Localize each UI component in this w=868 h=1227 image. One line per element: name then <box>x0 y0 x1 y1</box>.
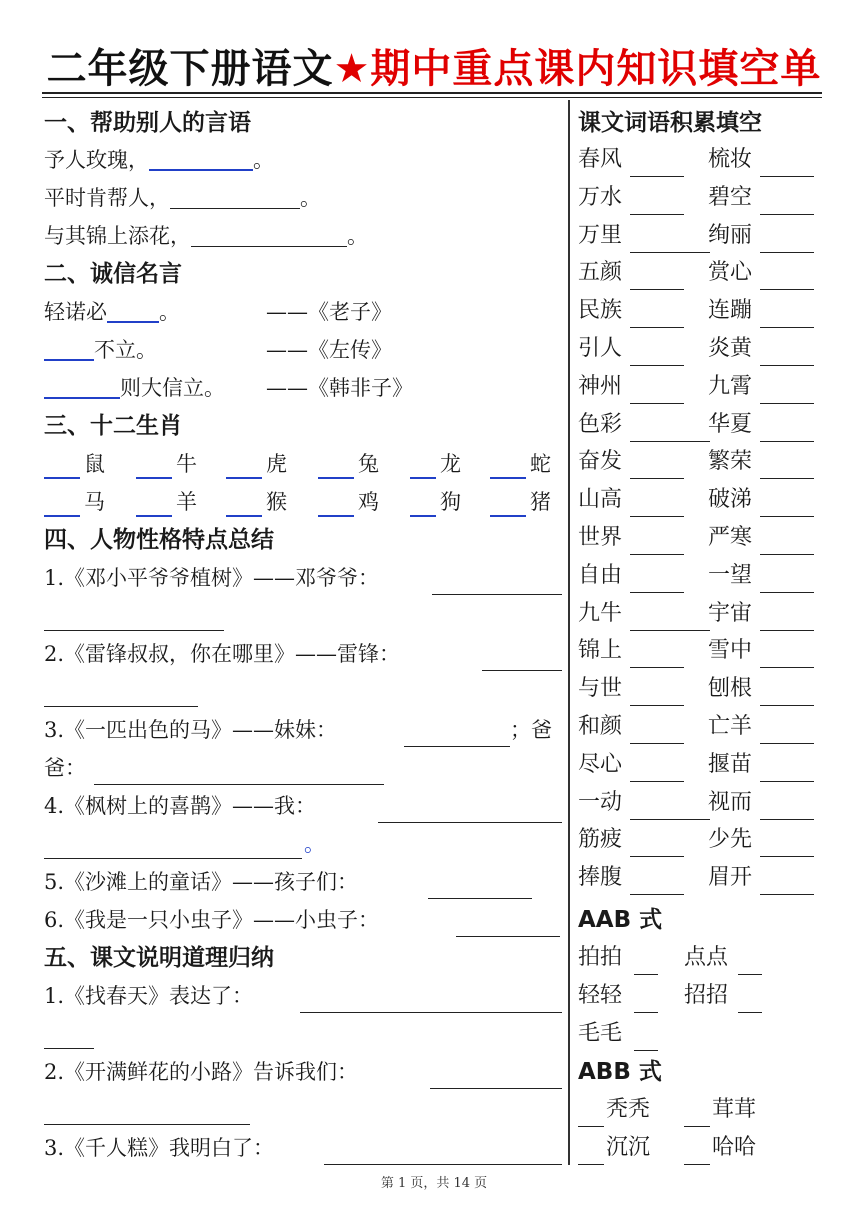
fill-blank[interactable] <box>684 1142 710 1165</box>
trait-item-4-end: 。 <box>304 832 325 856</box>
fill-blank[interactable] <box>630 494 684 517</box>
zodiac-animal: 蛇 <box>530 452 551 476</box>
vocab-word: 视而 <box>708 789 753 815</box>
aab-heading: AAB 式 <box>578 907 663 933</box>
fill-blank[interactable] <box>456 914 560 937</box>
zodiac-row-2 <box>0 485 568 519</box>
fill-blank[interactable] <box>760 834 814 857</box>
fill-blank[interactable] <box>760 343 814 366</box>
line-2-2 <box>44 333 157 367</box>
fill-blank[interactable] <box>44 375 120 399</box>
vocab-word: 万里 <box>578 222 623 248</box>
fill-blank[interactable] <box>760 305 814 328</box>
vocab-word: 世界 <box>578 525 623 550</box>
vocab-word: 春风 <box>578 147 623 172</box>
vocab-word: 和颜 <box>578 714 623 739</box>
fill-blank[interactable] <box>630 267 684 290</box>
zodiac-blank[interactable] <box>490 493 526 517</box>
fill-blank[interactable] <box>630 230 710 253</box>
vocab-word: 刨根 <box>708 676 753 702</box>
fill-blank[interactable] <box>634 990 658 1013</box>
trait-item-3: 3.《一匹出色的马》——妹妹： <box>44 718 338 742</box>
abb-item: 哈哈 <box>712 1135 757 1160</box>
abb-heading: ABB 式 <box>578 1059 662 1085</box>
fill-blank[interactable] <box>760 645 814 668</box>
abb-item: 沉沉 <box>606 1135 651 1160</box>
fill-blank[interactable] <box>378 800 562 823</box>
line-text: 予人玫瑰， <box>44 148 149 172</box>
vocab-word: 锦上 <box>578 638 623 664</box>
zodiac-blank[interactable] <box>410 455 436 479</box>
fill-blank[interactable] <box>44 1026 94 1049</box>
trait-item-4: 4.《枫树上的喜鹊》——我： <box>44 794 317 818</box>
line-1-3 <box>44 219 368 253</box>
fill-blank[interactable] <box>630 645 684 668</box>
zodiac-animal: 马 <box>84 490 105 514</box>
zodiac-blank[interactable] <box>226 493 262 517</box>
trait-item-1: 1.《邓小平爷爷植树》——邓爷爷： <box>44 566 380 590</box>
title-part1: 二年级下册语文 <box>46 46 334 92</box>
vocab-word: 尽心 <box>578 751 623 777</box>
fill-blank[interactable] <box>44 1102 250 1125</box>
fill-blank[interactable] <box>630 834 684 857</box>
fill-blank[interactable] <box>760 494 814 517</box>
fill-blank[interactable] <box>432 572 562 595</box>
fill-blank[interactable] <box>634 952 658 975</box>
zodiac-animal: 虎 <box>266 452 287 476</box>
section-heading-5: 五、课文说明道理归纳 <box>44 945 274 971</box>
fill-blank[interactable] <box>684 1104 710 1127</box>
fill-blank[interactable] <box>191 224 347 247</box>
line-text: 平时肯帮人， <box>44 186 170 210</box>
abb-item: 茸茸 <box>712 1097 757 1122</box>
vocab-word: 绚丽 <box>708 222 753 248</box>
vocab-word: 严寒 <box>708 525 753 550</box>
vocab-word: 奋发 <box>578 449 623 475</box>
fill-blank[interactable] <box>630 759 684 782</box>
fill-blank[interactable] <box>578 1142 604 1165</box>
fill-blank[interactable] <box>760 608 814 631</box>
lesson-item-2: 2.《开满鲜花的小路》告诉我们： <box>44 1060 359 1084</box>
fill-blank[interactable] <box>630 872 684 895</box>
vocab-heading: 课文词语积累填空 <box>578 110 762 136</box>
vocab-word: 神州 <box>578 373 623 399</box>
fill-blank[interactable] <box>630 419 710 442</box>
vocab-word: 赏心 <box>708 260 753 286</box>
zodiac-animal: 牛 <box>176 452 197 476</box>
aab-item: 毛毛 <box>578 1021 623 1046</box>
fill-blank[interactable] <box>428 876 532 899</box>
fill-blank[interactable] <box>760 721 814 744</box>
vocab-word: 宇宙 <box>708 600 753 626</box>
vocab-word: 五颜 <box>578 260 623 286</box>
zodiac-blank[interactable] <box>44 455 80 479</box>
fill-blank[interactable] <box>630 721 684 744</box>
abb-item: 秃秃 <box>606 1097 651 1122</box>
star-icon: ★ <box>333 46 371 92</box>
trait-item-2: 2.《雷锋叔叔，你在哪里》——雷锋： <box>44 642 401 666</box>
fill-blank[interactable] <box>760 192 814 215</box>
vocab-word: 华夏 <box>708 411 753 437</box>
aab-item: 点点 <box>684 945 729 970</box>
zodiac-row-1 <box>0 447 568 481</box>
fill-blank[interactable] <box>300 990 562 1013</box>
trait-item-6: 6.《我是一只小虫子》——小虫子： <box>44 908 380 932</box>
fill-blank[interactable] <box>760 872 814 895</box>
zodiac-animal: 鼠 <box>84 452 105 476</box>
fill-blank[interactable] <box>44 337 94 361</box>
fill-blank[interactable] <box>760 154 814 177</box>
fill-blank[interactable] <box>760 570 814 593</box>
line-1-1 <box>44 143 274 177</box>
vocab-word: 九牛 <box>578 600 623 626</box>
vocab-word: 色彩 <box>578 411 623 437</box>
fill-blank[interactable] <box>630 381 684 404</box>
fill-blank[interactable] <box>630 683 684 706</box>
fill-blank[interactable] <box>578 1104 604 1127</box>
vocab-word: 与世 <box>578 676 623 702</box>
aab-item: 招招 <box>684 983 729 1008</box>
vocab-word: 一望 <box>708 562 753 588</box>
zodiac-animal: 猪 <box>530 490 551 514</box>
fill-blank[interactable] <box>94 762 384 785</box>
fill-blank[interactable] <box>760 456 814 479</box>
fill-blank[interactable] <box>149 147 253 171</box>
fill-blank[interactable] <box>630 192 684 215</box>
fill-blank[interactable] <box>430 1066 562 1089</box>
vocab-word: 揠苗 <box>708 751 753 777</box>
fill-blank[interactable] <box>738 952 762 975</box>
fill-blank[interactable] <box>482 648 562 671</box>
fill-blank[interactable] <box>760 532 814 555</box>
section-heading-2: 二、诚信名言 <box>44 261 182 287</box>
punct: 。 <box>253 148 274 172</box>
line-text: 不立。 <box>94 338 157 362</box>
zodiac-blank[interactable] <box>410 493 436 517</box>
zodiac-blank[interactable] <box>44 493 80 517</box>
vocab-word: 碧空 <box>708 184 753 210</box>
fill-blank[interactable] <box>44 608 224 631</box>
line-text: 则大信立。 <box>120 376 225 400</box>
fill-blank[interactable] <box>324 1142 562 1165</box>
trait-item-3-sep: ；爸 <box>510 718 552 742</box>
zodiac-blank[interactable] <box>318 455 354 479</box>
vocab-word: 一动 <box>578 789 623 815</box>
zodiac-animal: 龙 <box>440 452 461 476</box>
section-heading-3: 三、十二生肖 <box>44 413 182 439</box>
section-heading-4: 四、人物性格特点总结 <box>44 527 274 553</box>
fill-blank[interactable] <box>630 343 684 366</box>
vocab-word: 连蹦 <box>708 298 753 324</box>
fill-blank[interactable] <box>107 299 159 323</box>
line-text: 与其锦上添花， <box>44 224 191 248</box>
fill-blank[interactable] <box>760 230 814 253</box>
vocab-word: 筋疲 <box>578 827 623 853</box>
lesson-item-3: 3.《千人糕》我明白了： <box>44 1136 275 1160</box>
zodiac-animal: 鸡 <box>358 490 379 514</box>
vocab-word: 繁荣 <box>708 449 753 475</box>
fill-blank[interactable] <box>760 267 814 290</box>
line-2-3 <box>44 371 225 405</box>
zodiac-blank[interactable] <box>136 455 172 479</box>
fill-blank[interactable] <box>760 381 814 404</box>
zodiac-blank[interactable] <box>318 493 354 517</box>
fill-blank[interactable] <box>634 1028 658 1051</box>
fill-blank[interactable] <box>760 797 814 820</box>
zodiac-animal: 兔 <box>358 452 379 476</box>
fill-blank[interactable] <box>760 419 814 442</box>
vocab-word: 九霄 <box>708 373 753 399</box>
vocab-word: 山高 <box>578 487 623 513</box>
punct: 。 <box>300 186 321 210</box>
zodiac-blank[interactable] <box>226 455 262 479</box>
punct: 。 <box>159 300 180 324</box>
fill-blank[interactable] <box>630 456 684 479</box>
vocab-word: 民族 <box>578 298 623 324</box>
fill-blank[interactable] <box>630 305 684 328</box>
zodiac-blank[interactable] <box>136 493 172 517</box>
trait-item-3-b: 爸： <box>44 756 86 780</box>
zodiac-animal: 狗 <box>440 490 461 514</box>
fill-blank[interactable] <box>760 759 814 782</box>
zodiac-animal: 猴 <box>266 490 287 514</box>
fill-blank[interactable] <box>738 990 762 1013</box>
line-text: 轻诺必 <box>44 300 107 324</box>
vocab-word: 捧腹 <box>578 865 623 891</box>
vocab-word: 少先 <box>708 827 753 853</box>
fill-blank[interactable] <box>760 683 814 706</box>
fill-blank[interactable] <box>404 724 510 747</box>
zodiac-animal: 羊 <box>176 490 197 514</box>
punct: 。 <box>347 224 368 248</box>
vocab-word: 引人 <box>578 336 623 361</box>
source-hanfeizi: ——《韩非子》 <box>266 376 413 400</box>
trait-item-5: 5.《沙滩上的童话》——孩子们： <box>44 870 359 894</box>
page-footer: 第 1 页，共 14 页 <box>380 1176 488 1191</box>
vocab-word: 亡羊 <box>708 714 753 739</box>
section-heading-1: 一、帮助别人的言语 <box>44 110 251 136</box>
aab-item: 轻轻 <box>578 983 623 1008</box>
fill-blank[interactable] <box>44 684 198 707</box>
fill-blank[interactable] <box>44 836 302 859</box>
source-laozi: ——《老子》 <box>266 300 392 324</box>
fill-blank[interactable] <box>630 608 710 631</box>
vocab-word: 炎黄 <box>708 336 753 361</box>
vocab-word: 自由 <box>578 562 623 588</box>
title-part2: 期中重点课内知识填空单 <box>370 46 822 92</box>
fill-blank[interactable] <box>630 532 684 555</box>
line-2-1 <box>44 295 180 329</box>
fill-blank[interactable] <box>630 570 684 593</box>
lesson-item-1: 1.《找春天》表达了： <box>44 984 254 1008</box>
source-zuozhuan: ——《左传》 <box>266 338 392 362</box>
vocab-word: 眉开 <box>708 865 753 891</box>
vocab-word: 破涕 <box>708 487 753 513</box>
fill-blank[interactable] <box>630 797 710 820</box>
fill-blank[interactable] <box>630 154 684 177</box>
fill-blank[interactable] <box>170 186 300 209</box>
vocab-word: 梳妆 <box>708 147 753 172</box>
line-1-2 <box>44 181 321 215</box>
aab-item: 拍拍 <box>578 945 623 970</box>
vocab-word: 雪中 <box>708 638 753 664</box>
vocab-word: 万水 <box>578 184 623 210</box>
zodiac-blank[interactable] <box>490 455 526 479</box>
